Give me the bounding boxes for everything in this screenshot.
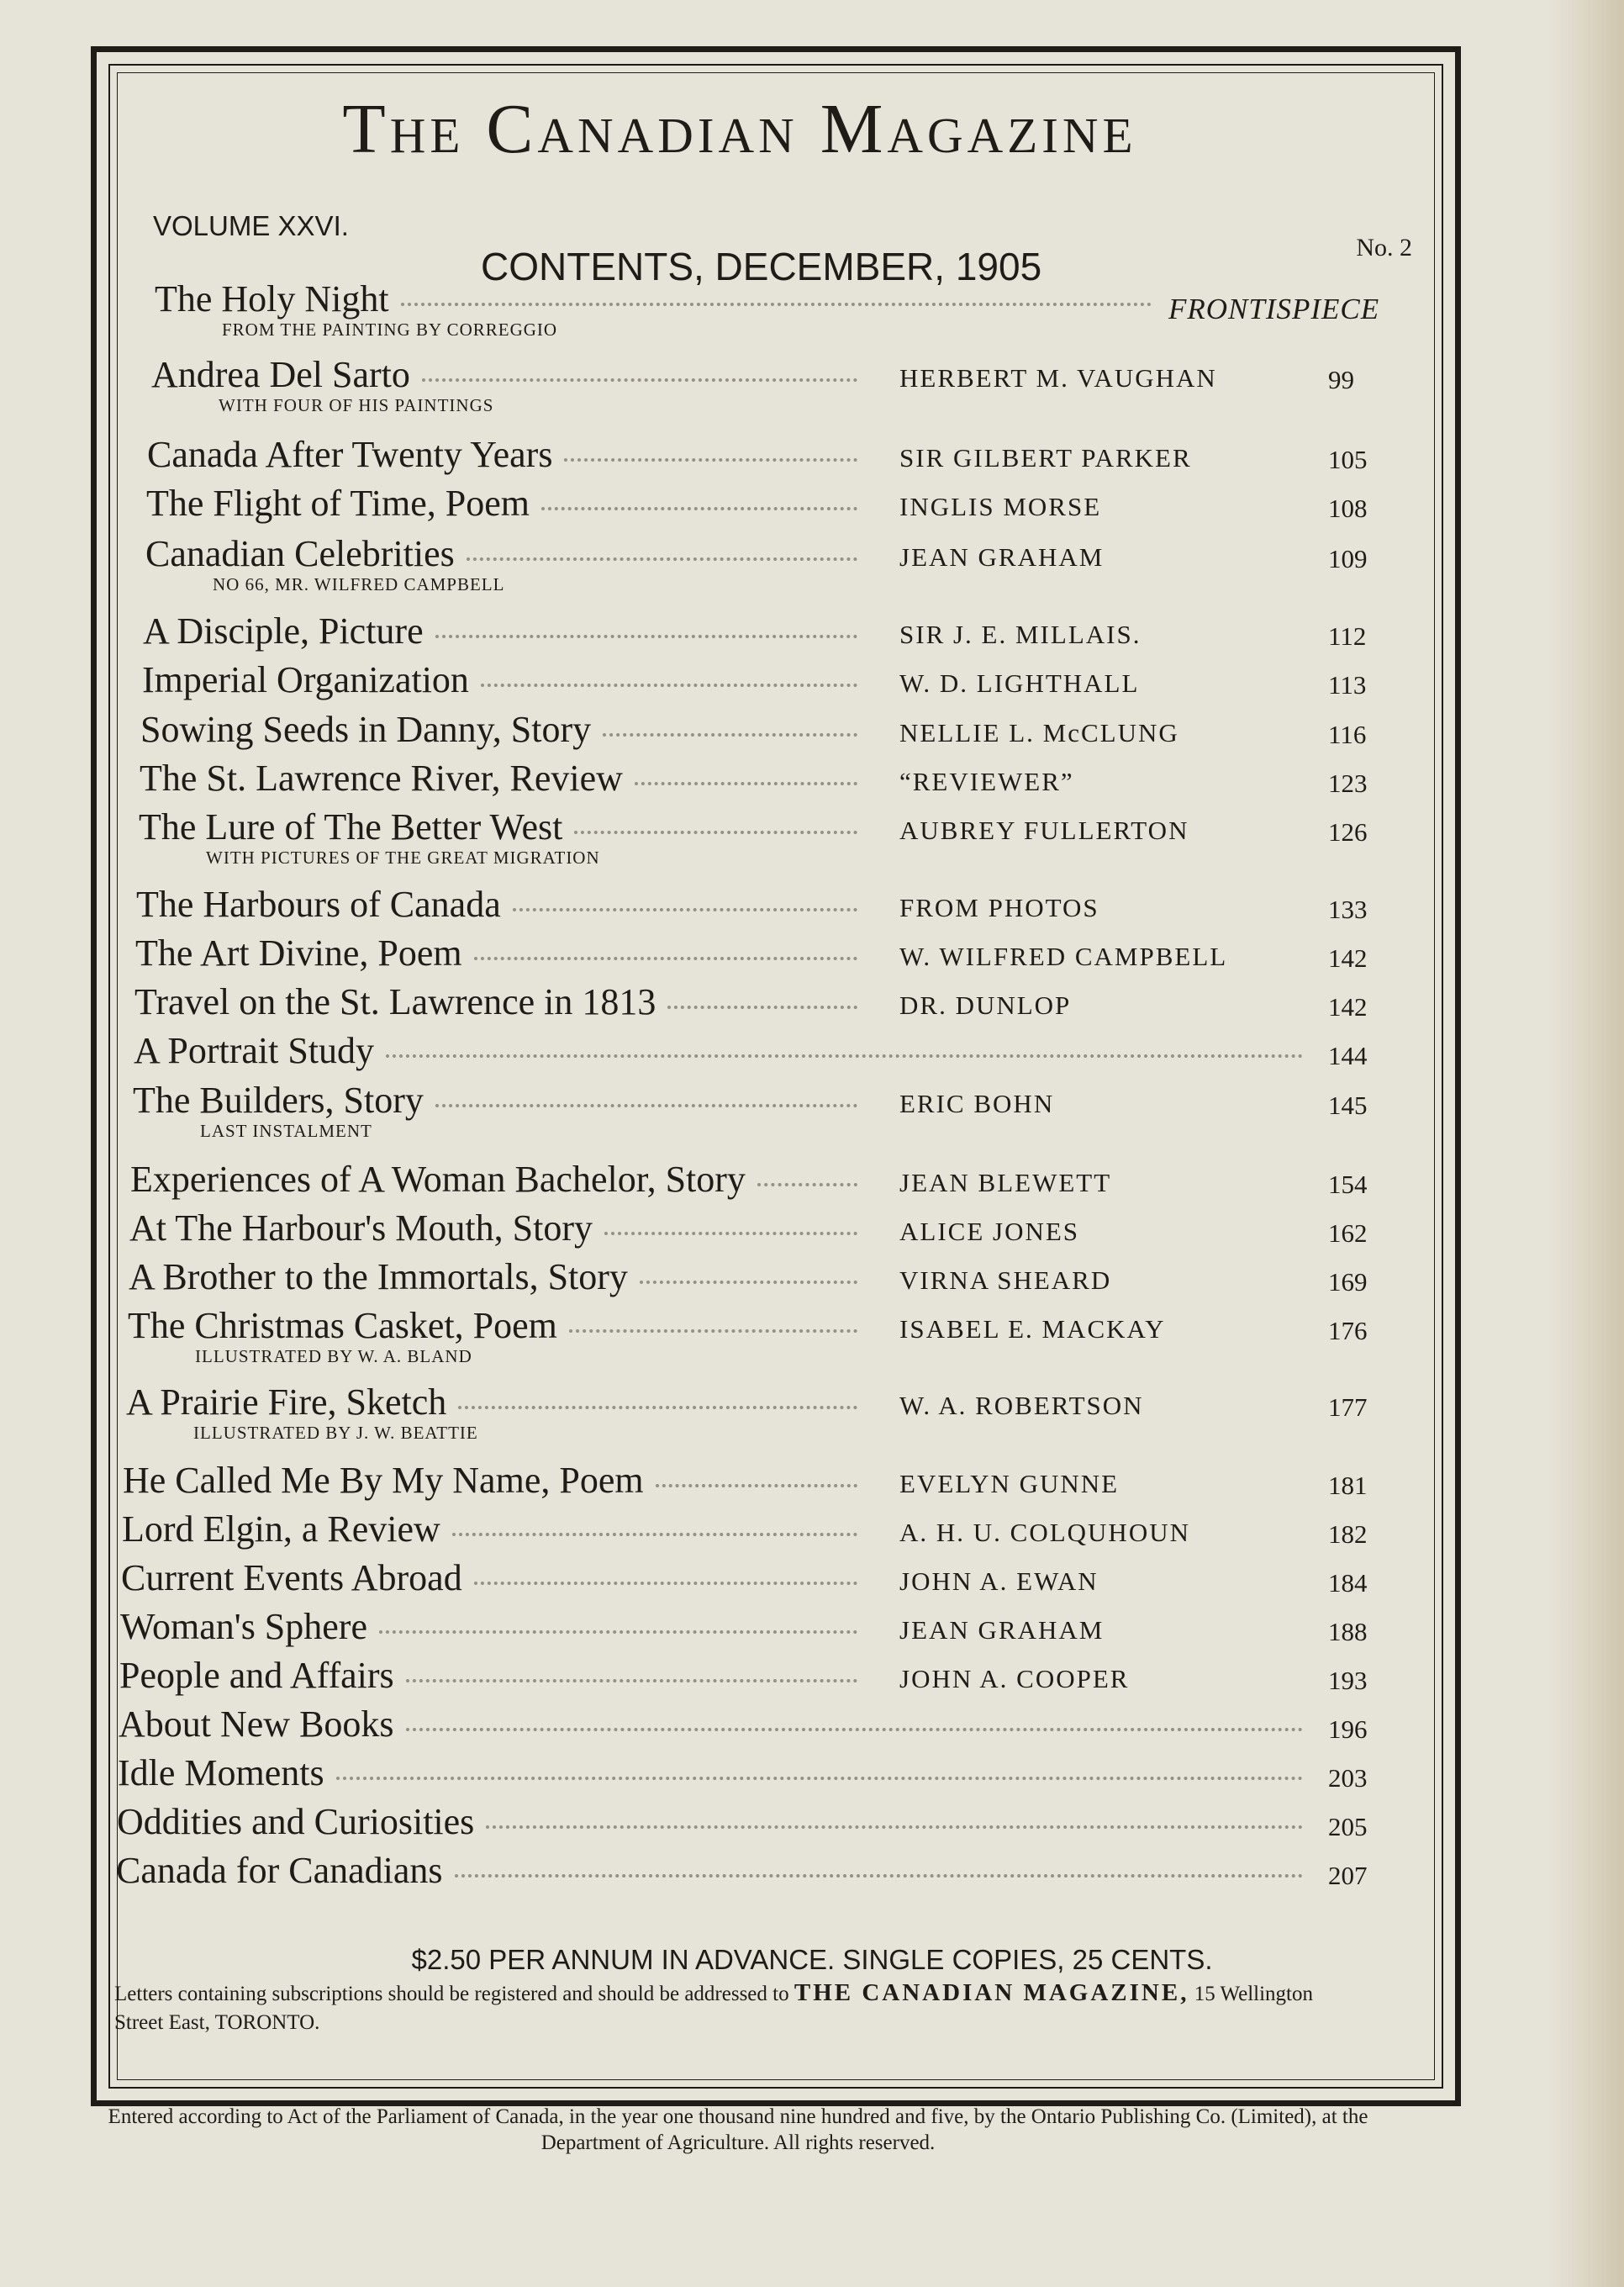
entry-page-number: 203 <box>1328 1763 1368 1793</box>
entry-subtitle: ILLUSTRATED BY W. A. BLAND <box>195 1346 472 1366</box>
toc-entry <box>0 433 1624 483</box>
entry-author: VIRNA SHEARD <box>899 1265 1112 1295</box>
toc-entry <box>0 1255 1624 1306</box>
entry-title: The Builders, Story <box>133 1080 424 1121</box>
entry-author: ERIC BOHN <box>899 1089 1055 1118</box>
entry-author: ALICE JONES <box>899 1217 1080 1246</box>
entry-author: W. D. LIGHTHALL <box>899 668 1140 698</box>
entry-page-number: 205 <box>1328 1812 1368 1841</box>
dot-leader <box>474 940 857 960</box>
toc-entry <box>0 1556 1624 1607</box>
toc-entry <box>0 610 1624 660</box>
entry-author: SIR GILBERT PARKER <box>899 443 1192 473</box>
toc-entry <box>0 1654 1624 1704</box>
toc-entry <box>0 1079 1624 1141</box>
subscription-note: Letters containing subscriptions should be registered and should be addressed to THE CANADIAN MAGAZINE, 15 Wellington Street East, TORONTO. <box>114 1979 1313 2034</box>
toc-entry <box>0 1703 1624 1753</box>
entry-author: ISABEL E. MACKAY <box>899 1314 1166 1344</box>
toc-entry <box>0 277 1624 340</box>
toc-entry <box>0 353 1624 415</box>
entry-page-number: 176 <box>1328 1316 1368 1345</box>
entry-subtitle: LAST INSTALMENT <box>200 1121 372 1141</box>
entry-page-number: 177 <box>1328 1392 1368 1422</box>
entry-title: Canada for Canadians <box>116 1850 443 1891</box>
toc-entry <box>0 1849 1624 1899</box>
entry-title: A Brother to the Immortals, Story <box>129 1256 628 1297</box>
entry-page-number: 145 <box>1328 1091 1368 1120</box>
entry-page-number: 142 <box>1328 992 1368 1022</box>
dot-leader <box>604 1215 857 1235</box>
entry-page-number: 181 <box>1328 1471 1368 1500</box>
dot-leader <box>640 1264 857 1284</box>
entry-page-number: 193 <box>1328 1666 1368 1695</box>
entry-title: People and Affairs <box>119 1655 394 1696</box>
dot-leader <box>513 891 857 911</box>
dot-leader <box>406 1711 1303 1731</box>
entry-subtitle: FROM THE PAINTING BY CORREGGIO <box>222 320 558 340</box>
entry-title: About New Books <box>119 1703 394 1745</box>
entry-title: A Portrait Study <box>134 1030 375 1071</box>
entry-author: JEAN GRAHAM <box>899 1615 1105 1645</box>
dot-leader <box>569 1313 857 1333</box>
entry-title: A Disciple, Picture <box>143 610 424 652</box>
entry-subtitle: WITH FOUR OF HIS PAINTINGS <box>219 395 494 415</box>
dot-leader <box>452 1516 857 1536</box>
toc-entry <box>0 658 1624 709</box>
toc-entry <box>0 932 1624 982</box>
toc-entry <box>0 1304 1624 1366</box>
entry-title: Woman's Sphere <box>120 1606 367 1647</box>
entry-author: JOHN A. EWAN <box>899 1566 1099 1596</box>
entry-title: Lord Elgin, a Review <box>122 1508 440 1550</box>
entry-title: The Art Divine, Poem <box>135 932 462 974</box>
issue-number: No. 2 <box>1356 234 1412 261</box>
entry-author: A. H. U. COLQUHOUN <box>899 1518 1190 1547</box>
dot-leader <box>435 618 857 638</box>
entry-author: AUBREY FULLERTON <box>899 816 1189 845</box>
entry-author: W. WILFRED CAMPBELL <box>899 942 1228 971</box>
entry-page-number: 105 <box>1328 445 1368 474</box>
toc-entry <box>0 1459 1624 1509</box>
dot-leader <box>474 1565 857 1585</box>
dot-leader <box>574 814 857 834</box>
entry-author: SIR J. E. MILLAIS. <box>899 620 1142 649</box>
entry-page-number: 207 <box>1328 1861 1368 1890</box>
entry-page-number: 154 <box>1328 1170 1368 1199</box>
toc-entry <box>0 805 1624 868</box>
entry-subtitle: ILLUSTRATED BY J. W. BEATTIE <box>193 1423 478 1443</box>
toc-entry <box>0 1381 1624 1443</box>
dot-leader <box>455 1857 1303 1878</box>
dot-leader <box>486 1809 1303 1829</box>
toc-entry <box>0 883 1624 933</box>
entry-page-number: 182 <box>1328 1519 1368 1549</box>
entry-author: JEAN GRAHAM <box>899 542 1105 572</box>
entry-title: The Lure of The Better West <box>139 806 563 848</box>
entry-title: Travel on the St. Lawrence in 1813 <box>134 981 656 1022</box>
entry-author: DR. DUNLOP <box>899 990 1072 1020</box>
dot-leader <box>458 1389 857 1409</box>
toc-entry <box>0 1158 1624 1208</box>
entry-author: INGLIS MORSE <box>899 492 1102 521</box>
entry-title: A Prairie Fire, Sketch <box>126 1381 447 1423</box>
entry-author: HERBERT M. VAUGHAN <box>899 363 1217 393</box>
dot-leader <box>603 716 857 737</box>
toc-entry <box>0 532 1624 594</box>
entry-title: The Harbours of Canada <box>136 884 501 925</box>
entry-page-number: 108 <box>1328 494 1368 523</box>
toc-entry <box>0 1029 1624 1080</box>
dot-leader <box>435 1087 857 1107</box>
entry-title: Current Events Abroad <box>121 1557 462 1598</box>
entry-page-number: 188 <box>1328 1617 1368 1646</box>
entry-title: At The Harbour's Mouth, Story <box>129 1207 593 1249</box>
entry-author: EVELYN GUNNE <box>899 1469 1120 1498</box>
toc-entry <box>0 757 1624 807</box>
dot-leader <box>635 765 857 785</box>
dot-leader <box>757 1166 857 1186</box>
entry-page-number: 169 <box>1328 1267 1368 1297</box>
frontispiece-label: FRONTISPIECE <box>1168 293 1380 325</box>
entry-page-number: 144 <box>1328 1041 1368 1070</box>
entry-title: Experiences of A Woman Bachelor, Story <box>130 1159 746 1200</box>
entry-page-number: 116 <box>1328 720 1367 749</box>
entry-title: He Called Me By My Name, Poem <box>123 1460 644 1501</box>
entry-title: The Holy Night <box>155 278 389 320</box>
price-line: $2.50 PER ANNUM IN ADVANCE. SINGLE COPIES, 25 CENTS. <box>411 1944 1213 1975</box>
dot-leader <box>422 362 857 382</box>
dot-leader <box>401 286 1152 306</box>
toc-entry <box>0 482 1624 532</box>
dot-leader <box>667 989 857 1009</box>
entry-title: The Flight of Time, Poem <box>146 483 530 524</box>
entry-page-number: 112 <box>1328 621 1367 651</box>
entry-title: Canada After Twenty Years <box>147 434 553 475</box>
entry-title: Andrea Del Sarto <box>151 354 410 395</box>
toc-entry <box>0 1751 1624 1802</box>
dot-leader <box>541 490 857 510</box>
entry-page-number: 184 <box>1328 1568 1368 1598</box>
entry-author: FROM PHOTOS <box>899 893 1099 922</box>
entry-title: Imperial Organization <box>142 659 469 700</box>
entry-author: NELLIE L. McCLUNG <box>899 718 1179 747</box>
dot-leader <box>481 667 857 687</box>
toc-entry <box>0 1207 1624 1257</box>
entry-title: Oddities and Curiosities <box>117 1801 475 1842</box>
dot-leader <box>386 1038 1303 1058</box>
entry-title: The Christmas Casket, Poem <box>128 1305 557 1346</box>
entry-subtitle: WITH PICTURES OF THE GREAT MIGRATION <box>206 848 600 868</box>
entry-author: JOHN A. COOPER <box>899 1664 1130 1693</box>
dot-leader <box>467 541 857 561</box>
entry-title: Sowing Seeds in Danny, Story <box>140 709 592 750</box>
dot-leader <box>564 441 857 462</box>
entry-page-number: 109 <box>1328 544 1368 573</box>
entry-author: W. A. ROBERTSON <box>899 1391 1144 1420</box>
entry-author: “REVIEWER” <box>899 767 1074 796</box>
entry-title: Idle Moments <box>118 1752 324 1793</box>
magazine-title: The Canadian Magazine <box>342 90 1137 168</box>
volume-label: VOLUME XXVI. <box>153 210 349 241</box>
dot-leader <box>656 1467 857 1487</box>
entry-page-number: 113 <box>1328 670 1367 700</box>
entry-page-number: 162 <box>1328 1218 1368 1248</box>
copyright-footer: Entered according to Act of the Parliament of Canada, in the year one thousand nine hundred and five, by the Ontario Publishing Co. (Limited), at the Department of Agriculture. All rights reserved. <box>108 2105 1368 2155</box>
toc-entry <box>0 708 1624 758</box>
entry-page-number: 133 <box>1328 895 1368 924</box>
entry-page-number: 196 <box>1328 1714 1368 1744</box>
contents-heading: CONTENTS, DECEMBER, 1905 <box>481 245 1042 288</box>
toc-entry <box>0 1605 1624 1656</box>
toc-entry <box>0 1508 1624 1558</box>
dot-leader <box>336 1760 1303 1780</box>
entry-page-number: 123 <box>1328 768 1368 798</box>
toc-entry <box>0 980 1624 1031</box>
entry-subtitle: NO 66, MR. WILFRED CAMPBELL <box>213 574 505 594</box>
entry-page-number: 126 <box>1328 817 1368 847</box>
entry-title: The St. Lawrence River, Review <box>140 758 623 799</box>
toc-entry <box>0 1800 1624 1851</box>
dot-leader <box>379 1614 857 1634</box>
dot-leader <box>406 1662 857 1682</box>
entry-page-number: 99 <box>1328 365 1354 394</box>
entry-page-number: 142 <box>1328 943 1368 973</box>
entry-title: Canadian Celebrities <box>145 533 455 574</box>
entry-author: JEAN BLEWETT <box>899 1168 1112 1197</box>
